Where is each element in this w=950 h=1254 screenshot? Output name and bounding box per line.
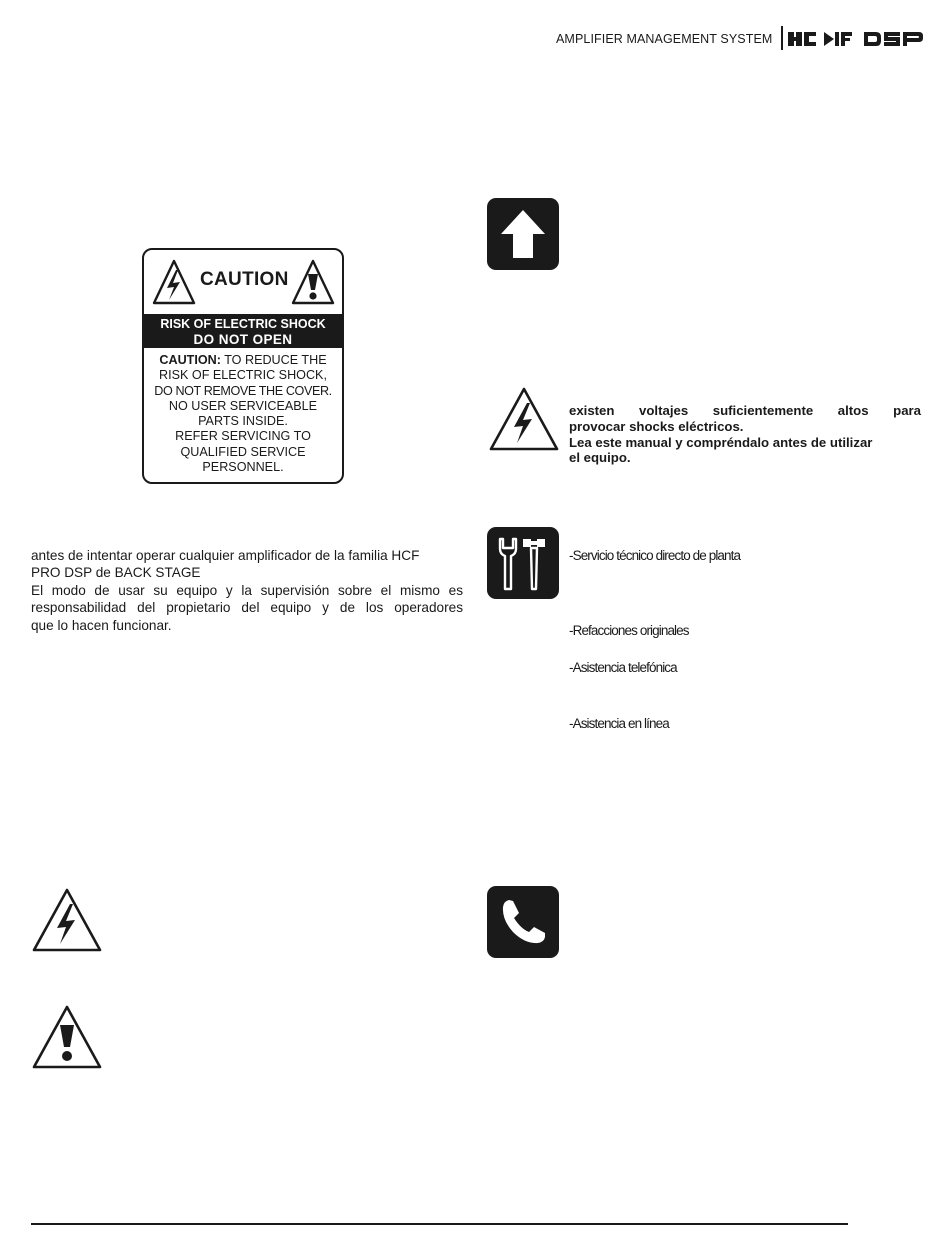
shock-warning-band (144, 314, 342, 348)
lightning-warning-icon (151, 258, 197, 306)
caution-body-line5: PARTS INSIDE. (198, 414, 288, 429)
caution-body-line3: DO NOT REMOVE THE COVER. (154, 383, 332, 398)
footer-rule (31, 1223, 848, 1225)
caution-body (144, 353, 342, 475)
caution-body-line4: NO USER SERVICEABLE (168, 398, 318, 413)
paragraph-line: antes de intentar operar cualquier amplificador de la familia HCF (31, 548, 420, 563)
warning-word: voltajes (639, 403, 689, 418)
electric-warning-text (569, 403, 921, 466)
caution-body-line2: RISK OF ELECTRIC SHOCK, (159, 368, 327, 383)
caution-body-line8: PERSONNEL. (202, 460, 284, 475)
electric-shock-warning-icon (487, 385, 561, 453)
paragraph-line: que lo hacen funcionar. (31, 617, 172, 633)
warning-word: altos (837, 403, 869, 418)
service-item-original-parts: -Refacciones originales (569, 623, 689, 638)
warning-line-3: Lea este manual y compréndalo antes de utilizar (569, 434, 873, 450)
lightning-warning-icon (30, 886, 104, 954)
caution-label (142, 248, 344, 484)
service-item-plant-service: -Servicio técnico directo de planta (569, 548, 741, 563)
header-title: AMPLIFIER MANAGEMENT SYSTEM (556, 32, 773, 46)
warning-line-1 (569, 403, 921, 419)
warning-line-2: provocar shocks eléctricos. (569, 418, 744, 434)
service-item-phone-support: -Asistencia telefónica (569, 660, 677, 675)
header-divider (781, 26, 783, 50)
caution-body-line6: REFER SERVICING TO (175, 429, 311, 444)
caution-body-line1: TO REDUCE THE (220, 353, 327, 367)
phone-icon (487, 886, 559, 958)
band-line-2: DO NOT OPEN (193, 332, 293, 347)
warning-word: existen (569, 403, 615, 418)
paragraph-line: responsabilidad del propietario del equipo y de los operadores (31, 600, 463, 616)
band-line-1: RISK OF ELECTRIC SHOCK (160, 317, 326, 331)
exclamation-warning-icon (30, 1003, 104, 1071)
operation-responsibility-paragraph (31, 547, 463, 634)
wrench-hammer-icon (487, 527, 559, 599)
paragraph-line: PRO DSP de BACK STAGE (31, 565, 201, 581)
service-item-online-support: -Asistencia en línea (569, 716, 669, 731)
caution-title: CAUTION (200, 269, 289, 290)
warning-word: suficientemente (712, 403, 814, 418)
warning-line-4: el equipo. (569, 450, 631, 466)
paragraph-line: El modo de usar su equipo y la supervisión sobre el mismo es (31, 582, 463, 598)
caution-lead: CAUTION: (159, 353, 221, 367)
hcf-dsp-logo-icon (788, 28, 924, 50)
exclamation-icon (290, 258, 336, 306)
caution-label-header (144, 250, 342, 312)
up-arrow-icon (487, 198, 559, 270)
caution-body-line (144, 353, 342, 368)
caution-body-line7: QUALIFIED SERVICE (180, 444, 306, 459)
warning-word: para (893, 403, 921, 418)
